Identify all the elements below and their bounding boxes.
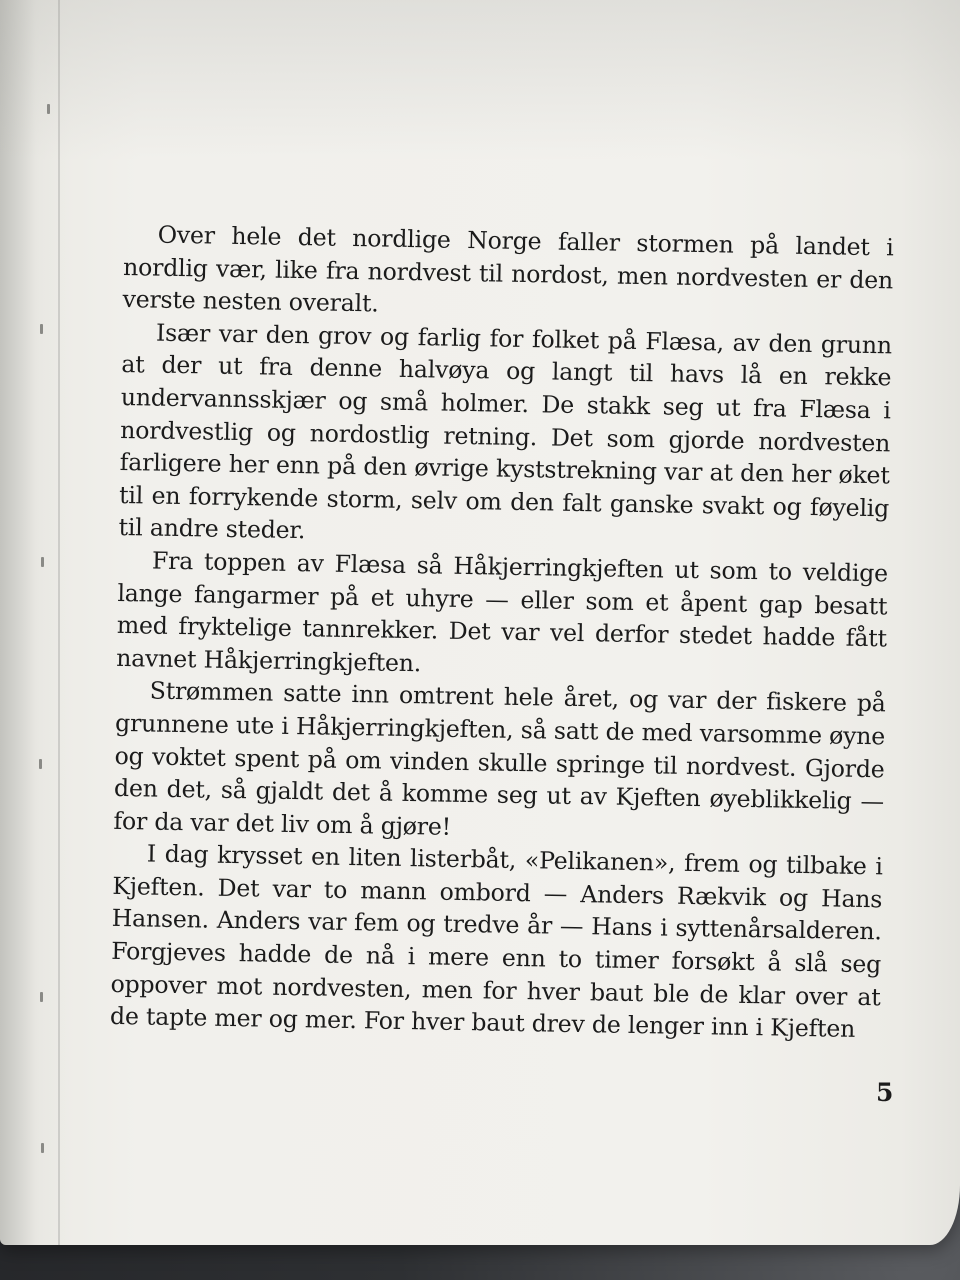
binding-stitch — [40, 324, 43, 334]
body-text — [110, 218, 894, 1046]
gutter-fold-line — [58, 0, 60, 1245]
binding-stitch — [41, 1143, 44, 1153]
binding-stitch — [47, 104, 50, 114]
paragraph: Især var den grov og farlig for folket på Flæsa, av den grunn at der ut fra denne halvøya og langt til havs lå en rekke undervannsskjær og små holmer. De stakk seg ut fra Flæsa i nordvestlig og nordostlig retning. Det som gjorde nordvesten farligere her enn på den øvrige kyststrekning var at den her øket til en forrykende storm, selv om den falt ganske svakt og føyelig til andre steder. — [118, 318, 893, 545]
page-shadow — [0, 0, 960, 160]
binding-stitch — [41, 557, 44, 567]
paragraph: Strømmen satte inn omtrent hele året, og var der fiskere på grunnene ute i Håkjerringkjeften, så satt de med varsomme øyne og voktet spent på om vinden skulle springe til nordvest. Gjorde den det, så gjaldt det å komme seg ut av Kjeften øyeblikkelig — for da var det liv om å gjøre! — [113, 676, 886, 841]
binding-stitch — [39, 759, 42, 769]
page-number: 5 — [876, 1078, 894, 1107]
paragraph: I dag krysset en liten listerbåt, «Pelikanen», frem og tilbake i Kjeften. Det var to mann ombord — Anders Rækvik og Hans Hansen. Anders var fem og tredve år — Hans i syttenårsalderen. Forgjeves hadde de nå i mere enn to timer forsøkt å slå seg oppover mot nordvesten, men for hver baut ble de klar over at de tapte mer og mer. For hver baut drev de lenger inn i Kjeften — [109, 839, 884, 1044]
paragraph: Over hele det nordlige Norge faller stormen på landet i nordlig vær, like fra nordvest til nordost, men nordvesten er den verste nesten overalt. — [122, 220, 894, 318]
binding-stitch — [40, 992, 43, 1002]
paragraph: Fra toppen av Flæsa så Håkjerringkjeften ut som to veldige lange fangarmer på et uhyre — eller som et åpent gap besatt med fryktelige tannrekker. Det var vel derfor stedet hadde fått navnet Håkjerringkjeften. — [116, 546, 889, 677]
